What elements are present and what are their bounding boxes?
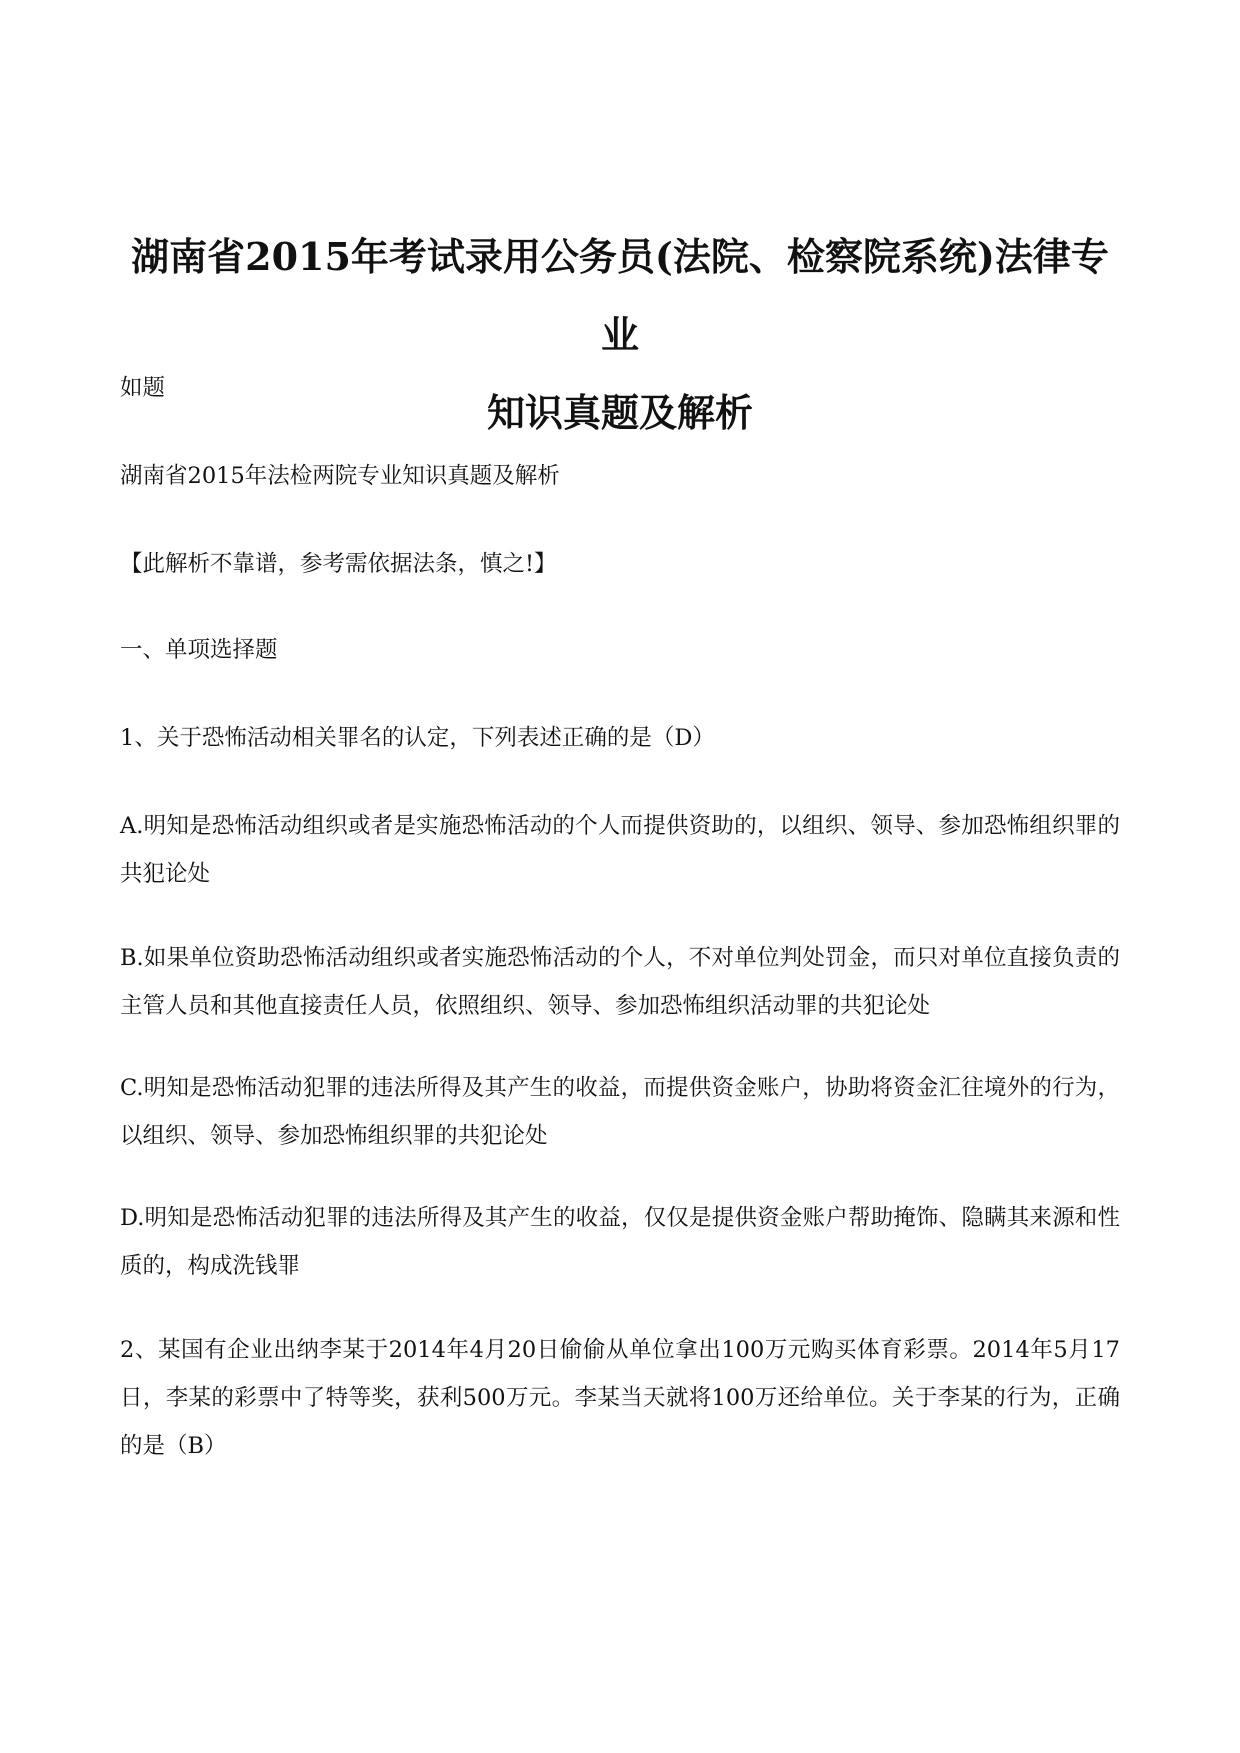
question-1-option-b: B.如果单位资助恐怖活动组织或者实施恐怖活动的个人，不对单位判处罚金，而只对单位直接负责的主管人员和其他直接责任人员，依照组织、领导、参加恐怖组织活动罪的共犯论处 [120, 945, 1120, 1019]
question-1-stem: 1、关于恐怖活动相关罪名的认定，下列表述正确的是（D） [120, 725, 715, 751]
question-1-option-c: C.明知是恐怖活动犯罪的违法所得及其产生的收益，而提供资金账户，协助将资金汇往境外的行为，以组织、领导、参加恐怖组织罪的共犯论处 [120, 1075, 1120, 1149]
title-line-1: 湖南省2015年考试录用公务员(法院、检察院系统)法律专业 [131, 234, 1109, 357]
disclaimer-text: 【此解析不靠谱，参考需依据法条，慎之!】 [120, 551, 557, 577]
question-1-option-d: D.明知是恐怖活动犯罪的违法所得及其产生的收益，仅仅是提供资金账户帮助掩饰、隐瞒其来源和性质的，构成洗钱罪 [120, 1205, 1120, 1279]
document-title [120, 218, 1120, 452]
question-1-option-a: A.明知是恐怖活动组织或者是实施恐怖活动的个人而提供资助的，以组织、领导、参加恐怖组织罪的共犯论处 [120, 813, 1120, 887]
section-heading: 一、单项选择题 [120, 637, 278, 663]
intro-text: 如题 [120, 375, 166, 401]
subtitle-text: 湖南省2015年法检两院专业知识真题及解析 [120, 463, 560, 489]
title-line-2: 知识真题及解析 [486, 390, 753, 435]
question-2-stem: 2、某国有企业出纳李某于2014年4月20日偷偷从单位拿出100万元购买体育彩票。2014年5月17日，李某的彩票中了特等奖，获利500万元。李某当天就将100万还给单位。关于李某的行为，正确的是（B） [120, 1337, 1120, 1459]
